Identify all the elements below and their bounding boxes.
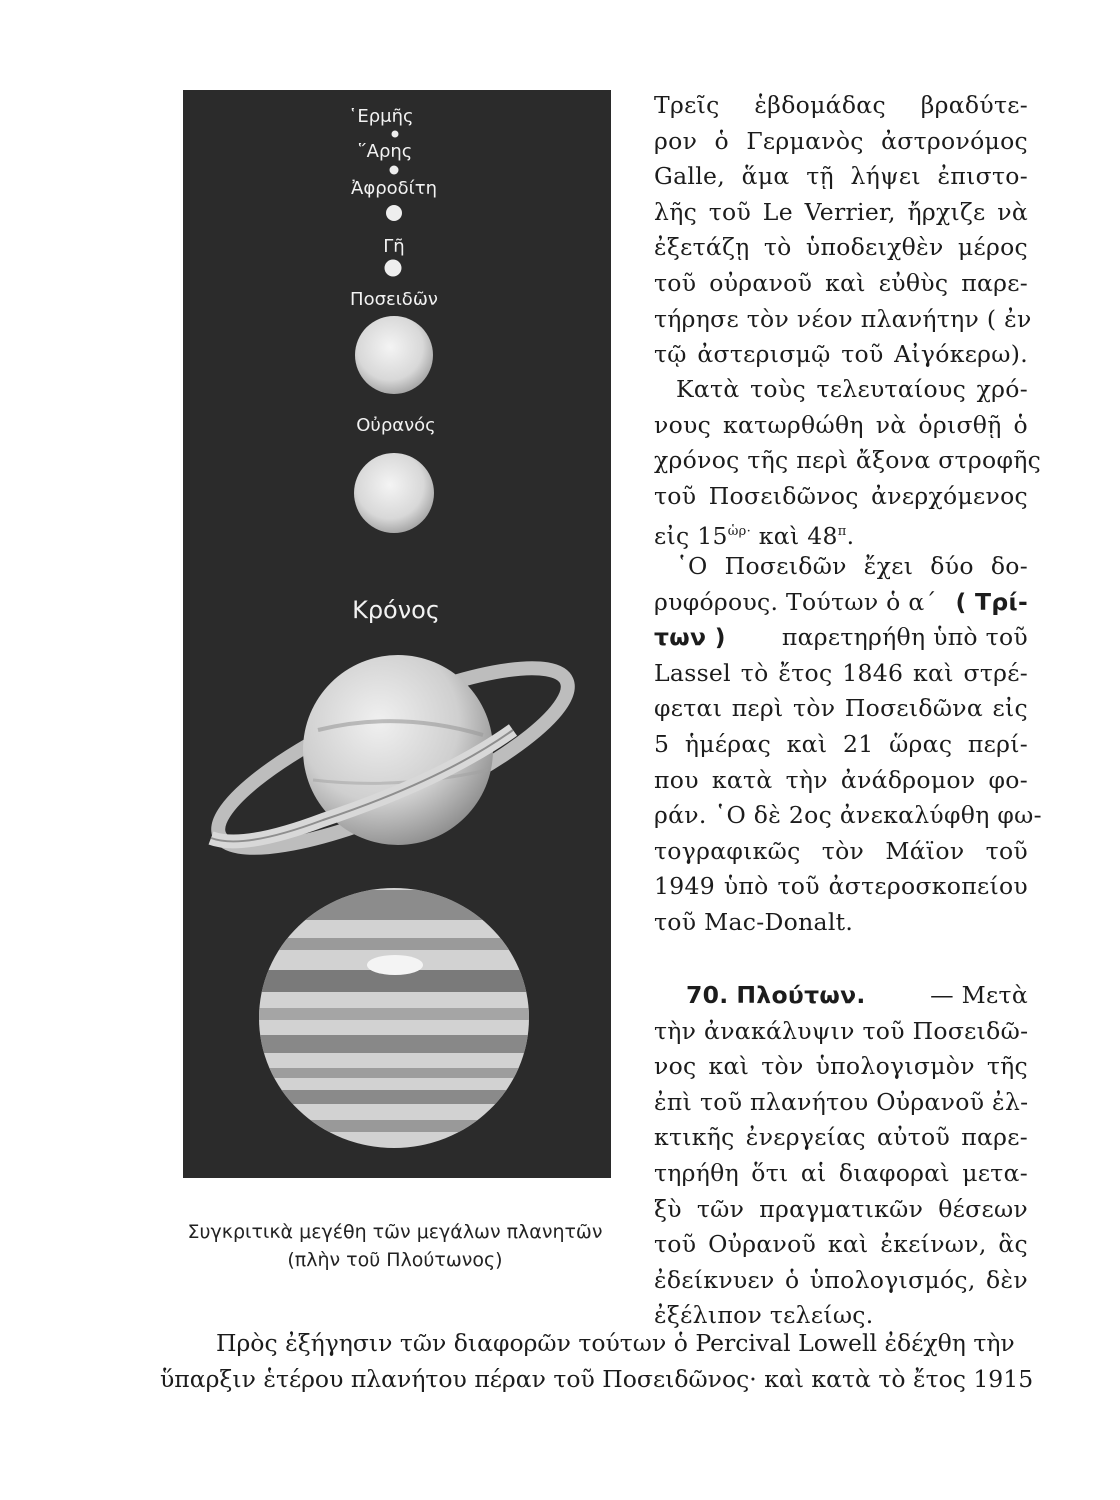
mars-label: ῞Αρης (357, 141, 413, 162)
uranus-planet (354, 453, 434, 533)
text-line: χρόνος τῆς περὶ ἄξονα στροφῆς (654, 446, 1042, 475)
text-line: Πρὸς ἐξήγησιν τῶν διαφορῶν τούτων ὁ Percival Lowell ἐδέχθη τὴν (216, 1329, 1015, 1357)
text-line: ράν. ῾Ο δὲ 2ος ἀνεκαλύφθη φω- (654, 801, 1042, 830)
superscript: ὡρ· (727, 524, 752, 540)
text-line: που κατὰ τὴν ἀνάδρομον φο- (654, 765, 1028, 794)
uranus-label: Οὐρανός (356, 415, 436, 436)
neptune-label: Ποσειδῶν (350, 289, 438, 310)
text-line: τοῦ οὐρανοῦ καὶ εὐθὺς παρε- (654, 268, 1028, 297)
text-line: τῷ ἀστερισμῷ τοῦ Αἰγόκερω). (654, 340, 1028, 369)
earth-label: Γῆ (383, 236, 405, 257)
paragraph-rotation (654, 372, 1042, 551)
text-fragment: καὶ 48 (751, 522, 838, 551)
text-line-last (654, 514, 1028, 550)
text-line: Lassel τὸ ἔτος 1846 καὶ στρέ- (654, 658, 1028, 687)
text-line: 5 ἡμέρας καὶ 21 ὥρας περί- (654, 729, 1028, 758)
section-number: 70. (686, 981, 729, 1009)
neptune-planet (355, 316, 433, 394)
text-line-last: τοῦ Mac-Donalt. (654, 907, 854, 936)
text-line: Τρεῖς ἑβδομάδας βραδύτε- (654, 91, 1028, 119)
text-line: Galle, ἅμα τῇ λήψει ἐπιστο- (654, 162, 1028, 191)
mercury-label: ῾Ερμῆς (348, 106, 414, 127)
text-line: ἐπὶ τοῦ πλανήτου Οὐρανοῦ ἐλ- (654, 1087, 1029, 1116)
mars-dot (390, 166, 399, 175)
text-fragment: ρυφόρους. Τούτων ὁ α΄ (654, 587, 937, 616)
text-line: τογραφικῶς τὸν Μάϊον τοῦ (654, 836, 1028, 865)
section-heading-line (654, 978, 1028, 1014)
venus-label: Ἀφροδίτη (351, 178, 437, 199)
text-line: Κατὰ τοὺς τελευταίους χρό- (676, 375, 1028, 403)
text-line: ἐδείκνυεν ὁ ὑπολογισμός, δὲν (654, 1265, 1028, 1294)
text-line: τηρήθη ὅτι αἱ διαφοραὶ μετα- (654, 1158, 1028, 1187)
section-heading (686, 978, 866, 1014)
text-line: τήρησε τὸν νέον πλανήτην ( ἐν (654, 304, 1032, 333)
text-line-last: ἐξέλιπον τελείως. (654, 1301, 874, 1330)
text-line: ῾Ο Ποσειδῶν ἔχει δύο δο- (676, 552, 1028, 580)
figure-caption (160, 1218, 630, 1274)
text-line (654, 585, 1028, 621)
text-line: λῆς τοῦ Le Verrier, ἤρχιζε νὰ (654, 197, 1028, 226)
paragraph-satellites (654, 549, 1042, 941)
text-line (654, 620, 1028, 656)
triton-name-start: ( Τρί- (955, 587, 1028, 616)
text-line: κτικῆς ἐνεργείας αὐτοῦ παρε- (654, 1123, 1028, 1152)
planet-size-figure (183, 90, 611, 1178)
text-fragment: παρετηρήθη ὑπὸ τοῦ (781, 623, 1028, 652)
text-fragment: . (846, 522, 855, 551)
caption-line-1: Συγκριτικὰ μεγέθη τῶν μεγάλων πλανητῶν (187, 1221, 603, 1243)
saturn-planet (199, 635, 587, 881)
venus-dot (386, 205, 402, 221)
mercury-dot (392, 131, 399, 138)
section-pluto (654, 978, 1028, 1334)
text-line: ρον ὁ Γερμανὸς ἀστρονόμος (654, 126, 1028, 155)
text-line: τοῦ Ποσειδῶνος ἀνερχόμενος (654, 481, 1028, 510)
text-line: 1949 ὑπὸ τοῦ ἀστεροσκοπείου (654, 872, 1028, 901)
text-line: ξὺ τῶν πραγματικῶν θέσεων (654, 1194, 1028, 1223)
triton-name-end: των ) (654, 623, 726, 652)
text-line: τὴν ἀνακάλυψιν τοῦ Ποσειδῶ- (654, 1016, 1029, 1045)
planet-diagram (183, 90, 611, 1178)
caption-line-2: (πλὴν τοῦ Πλούτωνος) (287, 1249, 503, 1271)
saturn-label: Κρόνος (352, 596, 440, 624)
text-line: τοῦ Οὐρανοῦ καὶ ἐκείνων, ἃς (654, 1230, 1028, 1259)
text-fragment: εἰς 15 (654, 522, 728, 551)
bottom-paragraph (160, 1325, 1034, 1397)
text-line: ἐξετάζῃ τὸ ὑποδειχθὲν μέρος (654, 233, 1028, 262)
paragraph-galle (654, 88, 1032, 373)
text-line: νος καὶ τὸν ὑπολογισμὸν τῆς (654, 1052, 1028, 1081)
jupiter-planet (253, 888, 543, 1148)
superscript: π (837, 524, 847, 540)
text-fragment: — Μετὰ (930, 981, 1028, 1009)
text-line: νους κατωρθώθη νὰ ὁρισθῇ ὁ (654, 410, 1028, 439)
text-line: φεται περὶ τὸν Ποσειδῶνα εἰς (654, 694, 1028, 723)
text-line: ὕπαρξιν ἑτέρου πλανήτου πέραν τοῦ Ποσειδῶνος· καὶ κατὰ τὸ ἔτος 1915 (160, 1365, 1034, 1393)
section-title: Πλούτων. (736, 981, 866, 1009)
earth-dot (385, 260, 402, 277)
